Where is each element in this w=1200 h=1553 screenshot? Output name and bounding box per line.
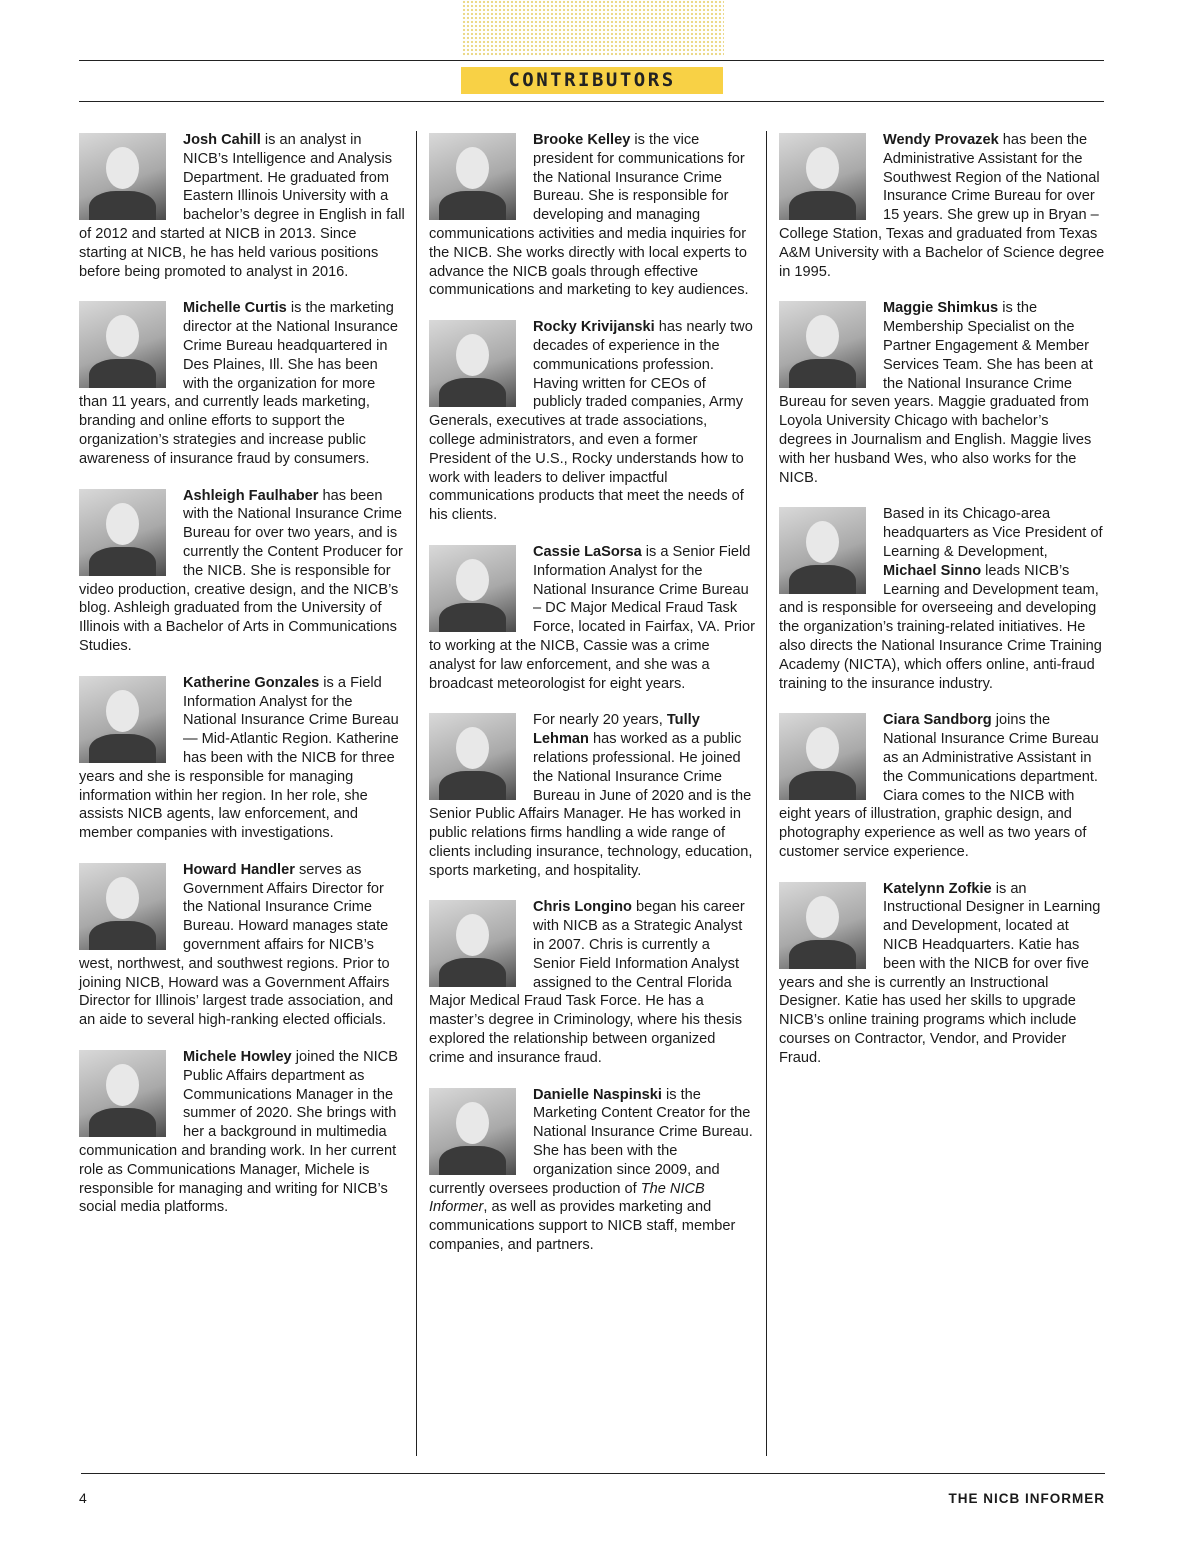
contributor-name: Brooke Kelley <box>533 132 631 148</box>
contributor-bio <box>79 487 405 656</box>
contributor-bio <box>779 711 1105 861</box>
contributor-bio <box>79 299 405 468</box>
contributor-photo <box>779 882 866 969</box>
publication-title: The NICB Informer <box>429 1180 705 1216</box>
contributor-name: Katelynn Zofkie <box>883 880 992 897</box>
bio-text: joined the NICB Public Affairs department as Communications Manager in the summer of 2020. She brings with her a background in multimedia communication and branding work. In her current role as Communications Manager, Michele is responsible for managing and writing for NICB’s social media platforms. <box>79 1049 398 1216</box>
contributor-name: Danielle Naspinski <box>533 1086 662 1103</box>
contributor-bio <box>779 880 1105 1068</box>
contributor-photo <box>429 713 516 800</box>
bio-text: is an Instructional Designer in Learning and Development, located at NICB Headquarters. Katie has been with the NICB for over five years and she is currently an Instructional Designer. Katie has used her skills to upgrade NICB’s online training programs which include courses on Contractor, Vendor, and Provider Fraud. <box>779 880 1101 1066</box>
bio-text: is the Marketing Content Creator for the National Insurance Crime Bureau. She has been with the organization since 2009, and currently oversees production of <box>429 1086 753 1197</box>
bio-text: is the marketing director at the National Insurance Crime Bureau headquartered in Des Plaines, Ill. She has been with the organization for more than 11 years, and currently leads marketing, branding and online efforts to support the organization’s strategies and increase public awareness of insurance fraud by consumers. <box>79 300 398 467</box>
contributor-photo <box>79 863 166 950</box>
contributor-bio <box>429 711 755 880</box>
bio-text: has been with the National Insurance Crime Bureau for over two years, and is currently the Content Producer for the NICB. She is responsible for video production, creative design, and the NICB’s blog. Ashleigh graduated from the University of Illinois with a Bachelor of Arts in Communications Studies. <box>79 487 403 654</box>
contributor-bio <box>429 898 755 1067</box>
bio-text: is the Membership Specialist on the Partner Engagement & Member Services Team. She has been at the National Insurance Crime Bureau for seven years. Maggie graduated from Loyola University Chicago with bachelor’s degrees in Journalism and English. Maggie lives with her husband Wes, who also works for the NICB. <box>779 300 1093 486</box>
contributor-name: Maggie Shimkus <box>883 300 999 317</box>
contributor-photo <box>429 900 516 987</box>
contributor-bio <box>779 299 1105 487</box>
contributor-photo <box>79 1050 166 1137</box>
contributor-photo <box>429 133 516 220</box>
bio-text: has been the Administrative Assistant for the Southwest Region of the National Insurance Crime Bureau for over 15 years. She grew up in Bryan – College Station, Texas and graduated from Texas A&M University with a Bachelor of Science degree in 1995. <box>779 132 1105 280</box>
contributor-bio <box>429 543 755 693</box>
contributor-name: Rocky Krivijanski <box>533 319 655 336</box>
bio-text: began his career with NICB as a Strategic Analyst in 2007. Chris is currently a Senior Field Information Analyst assigned to the Central Florida Major Medical Fraud Task Force. He has a master’s degree in Criminology, where his thesis explored the relationship between organized crime and insurance fraud. <box>429 899 745 1066</box>
contributor-name: Michelle Curtis <box>183 300 287 317</box>
contributor-bio <box>429 318 755 525</box>
column-divider <box>766 131 767 1456</box>
contributor-bio <box>429 1086 755 1255</box>
contributor-name: Michael Sinno <box>883 562 982 579</box>
publication-name: THE NICB INFORMER <box>948 1491 1105 1506</box>
contributor-name: Ciara Sandborg <box>883 712 992 729</box>
footer-rule <box>81 1473 1105 1474</box>
bio-text: is a Field Information Analyst for the National Insurance Crime Bureau — Mid-Atlantic Region. Katherine has been with the NICB for three years and she is responsible for managing information within her region. In her role, she assists NICB agents, law enforcement, and member companies with investigations. <box>79 674 399 842</box>
contributor-photo <box>79 489 166 576</box>
bio-text: has worked as a public relations professional. He joined the National Insurance Crime Bureau in June of 2020 and is the Senior Public Affairs Manager. He has worked in public relations firms handling a wide range of clients including insurance, technology, education, sports marketing, and hospitality. <box>429 731 753 879</box>
column-2 <box>429 131 755 1273</box>
column-3 <box>779 131 1105 1086</box>
bio-text: has nearly two decades of experience in the communications profession. Having written for CEOs of publicly traded companies, Army Generals, executives at trade associations, college administrators, and even a former President of the U.S., Rocky understands how to work with leaders to deliver impactful communications products that meet the needs of his clients. <box>429 319 753 524</box>
section-title-banner: CONTRIBUTORS <box>461 67 723 94</box>
bio-text: joins the National Insurance Crime Bureau as an Administrative Assistant in the Communications department. Ciara comes to the NICB with eight years of illustration, graphic design, and photography experience as well as two years of customer service experience. <box>779 712 1099 860</box>
bio-text: is the vice president for communications for the National Insurance Crime Bureau. She is responsible for developing and managing communications activities and media inquiries for the NICB. She works directly with local experts to advance the NICB goals through effective communications and marketing to key audiences. <box>429 132 749 299</box>
contributor-bio <box>779 131 1105 281</box>
contributor-photo <box>429 1088 516 1175</box>
contributor-photo <box>79 301 166 388</box>
contributor-bio <box>79 861 405 1030</box>
bio-text: leads NICB’s Learning and Development team, and is responsible for overseeing and developing the organization’s training-related initiatives. He also directs the National Insurance Crime Training Academy (NICTA), which offers online, anti-fraud training to the insurance industry. <box>779 562 1102 692</box>
bio-text: is a Senior Field Information Analyst for the National Insurance Crime Bureau – DC Major Medical Fraud Task Force, located in Fairfax, VA. Prior to working at the NICB, Cassie was a crime analyst for law enforcement, and she was a broadcast meteorologist for eight years. <box>429 543 755 692</box>
contributor-photo <box>79 133 166 220</box>
bio-text: serves as Government Affairs Director for the National Insurance Crime Bureau. Howard manages state government affairs for NICB’s west, northwest, and southwest regions. Prior to joining NICB, Howard was a Government Affairs Director for Illinois’ largest trade association, and an aide to several high-ranking elected officials. <box>79 861 394 1029</box>
column-divider <box>416 131 417 1456</box>
contributor-name: Cassie LaSorsa <box>533 543 642 560</box>
bio-intro-text: Based in its Chicago-area headquarters as Vice President of Learning & Development, <box>883 506 1103 560</box>
contributor-bio <box>79 674 405 843</box>
column-1 <box>79 131 405 1235</box>
header-rule-top <box>79 60 1104 61</box>
bio-text: is an analyst in NICB’s Intelligence and Analysis Department. He graduated from Eastern Illinois University with a bachelor’s degree in English in fall of 2012 and started at NICB in 2013. Since starting at NICB, he has held various positions before being promoted to analyst in 2016. <box>79 132 405 280</box>
contributor-name: Tully Lehman <box>533 712 700 748</box>
contributor-name: Howard Handler <box>183 861 295 878</box>
contributor-name: Katherine Gonzales <box>183 674 320 691</box>
contributor-photo <box>79 676 166 763</box>
contributor-name: Chris Longino <box>533 899 632 916</box>
contributor-bio <box>79 1048 405 1217</box>
contributor-name: Josh Cahill <box>183 132 261 148</box>
contributor-bio <box>79 131 405 281</box>
contributor-photo <box>429 320 516 407</box>
contributor-name: Michele Howley <box>183 1049 292 1066</box>
page-number: 4 <box>79 1490 87 1506</box>
contributor-photo <box>779 301 866 388</box>
contributor-photo <box>429 545 516 632</box>
contributor-bio <box>779 505 1105 693</box>
halftone-dot-pattern <box>462 0 724 56</box>
header-rule-bottom <box>79 101 1104 102</box>
contributor-name: Ashleigh Faulhaber <box>183 487 319 504</box>
contributor-photo <box>779 133 866 220</box>
contributor-bio <box>429 131 755 300</box>
contributor-name: Wendy Provazek <box>883 132 999 148</box>
bio-intro-text: For nearly 20 years, <box>533 712 667 729</box>
contributor-photo <box>779 713 866 800</box>
bio-text-end: , as well as provides marketing and communications support to NICB staff, member companies, and partners. <box>429 1199 736 1254</box>
contributor-photo <box>779 507 866 594</box>
